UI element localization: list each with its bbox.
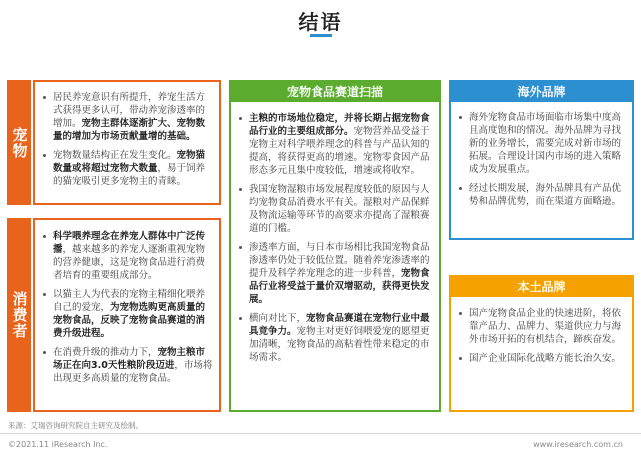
scan-bullet-3: 渗透率方面，与日本市场相比我国宠物食品渗透率仍处于较低位置。随着养宠渗透率的提升及科学养宠理念的进一步科普，宠物食品行业将受益于量价双增驱动，获得更快发展。 <box>231 241 439 306</box>
pet-food-scan-box <box>229 80 441 412</box>
pet-box <box>33 80 221 205</box>
consumer-bullet-2: 以猫主人为代表的宠物主精细化喂养自己的爱宠，为宠物选购更高质量的宠物食品，反映了宠物食品赛道的消费升级进程。 <box>35 288 219 340</box>
pet-food-scan-bullet-list <box>231 112 439 370</box>
overseas-bullet-list <box>451 111 632 214</box>
overseas-brand-box <box>449 80 634 240</box>
source-note: 来源：艾瑞咨询研究院自主研究及绘制。 <box>8 421 143 430</box>
local-bullet-2: 国产企业国际化战略方能长治久安。 <box>451 352 632 365</box>
local-bullet-1: 国产宠物食品企业的快速进阶，将依靠产品力、品牌力、渠道供应力与海外市场开拓的有机结合，蹄疾奋发。 <box>451 307 632 346</box>
overseas-bullet-2: 经过长期发展，海外品牌具有产品优势和品牌优势，而在渠道方面略逊。 <box>451 182 632 208</box>
consumer-bullet-1: 科学喂养理念在养宠人群体中广泛传播，越来越多的养宠人逐渐重视宠物的营养健康，这是宠物食品进行消费者培育的重要组成部分。 <box>35 230 219 282</box>
scan-bullet-4: 横向对比下，宠物食品赛道在宠物行业中最具竞争力。宠物主对更好饲喂爱宠的愿望更加清晰，宠物食品的高粘着性带来稳定的市场需求。 <box>231 312 439 364</box>
pet-food-scan-header: 宠物食品赛道扫描 <box>229 80 441 102</box>
footer-divider <box>0 433 641 434</box>
pet-bullet-1: 居民养宠意识有所提升，养宠生活方式获得更多认可，带动养宠渗透率的增加。宠物主群体逐渐扩大、宠物数量的增加为市场贡献量增的基础。 <box>35 91 219 143</box>
website-text: www.iresearch.com.cn <box>533 440 623 449</box>
pet-bullet-2: 宠物数量结构正在发生变化。宠物猫数量或将超过宠物犬数量，易于饲养的猫宠吸引更多宠物主的青睐。 <box>35 149 219 188</box>
scan-bullet-2: 我国宠物湿粮市场发展程度较低的原因与人均宠物食品消费水平有关。湿粮对产品保鲜及物流运输等环节的高要求亦提高了湿粮赛道的门槛。 <box>231 183 439 235</box>
title-underline <box>310 34 332 37</box>
consumer-box <box>33 218 221 412</box>
local-brand-header: 本土品牌 <box>449 275 634 297</box>
consumer-side-label: 消费者 <box>7 218 31 412</box>
local-brand-box <box>449 275 634 412</box>
page-title: 结语 <box>298 10 343 34</box>
scan-bullet-1: 主粮的市场地位稳定，并将长期占据宠物食品行业的主要组成部分。宠物营养品受益于宠物主对科学喂养理念的科普与产品认知的提高，将获得更高的增速。宠物零食因产品形态多元且集中度较低，增速或将收窄。 <box>231 112 439 177</box>
overseas-bullet-1: 海外宠物食品市场面临市场集中度高且高度饱和的情况。海外品牌为寻找新的业务增长，需要完成对新市场的拓展。合理设计国内市场的进入策略成为发展重点。 <box>451 111 632 176</box>
copyright-text: ©2021.11 iResearch Inc. <box>8 440 108 449</box>
pet-bullet-list <box>35 91 219 194</box>
local-bullet-list <box>451 307 632 371</box>
consumer-bullet-3: 在消费升级的推动力下，宠物主粮市场正在向3.0天性粮阶段迈进，市场将出现更多高质量的宠物食品。 <box>35 346 219 385</box>
consumer-bullet-list <box>35 230 219 391</box>
overseas-brand-header: 海外品牌 <box>449 80 634 102</box>
pet-side-label: 宠物 <box>7 80 31 205</box>
